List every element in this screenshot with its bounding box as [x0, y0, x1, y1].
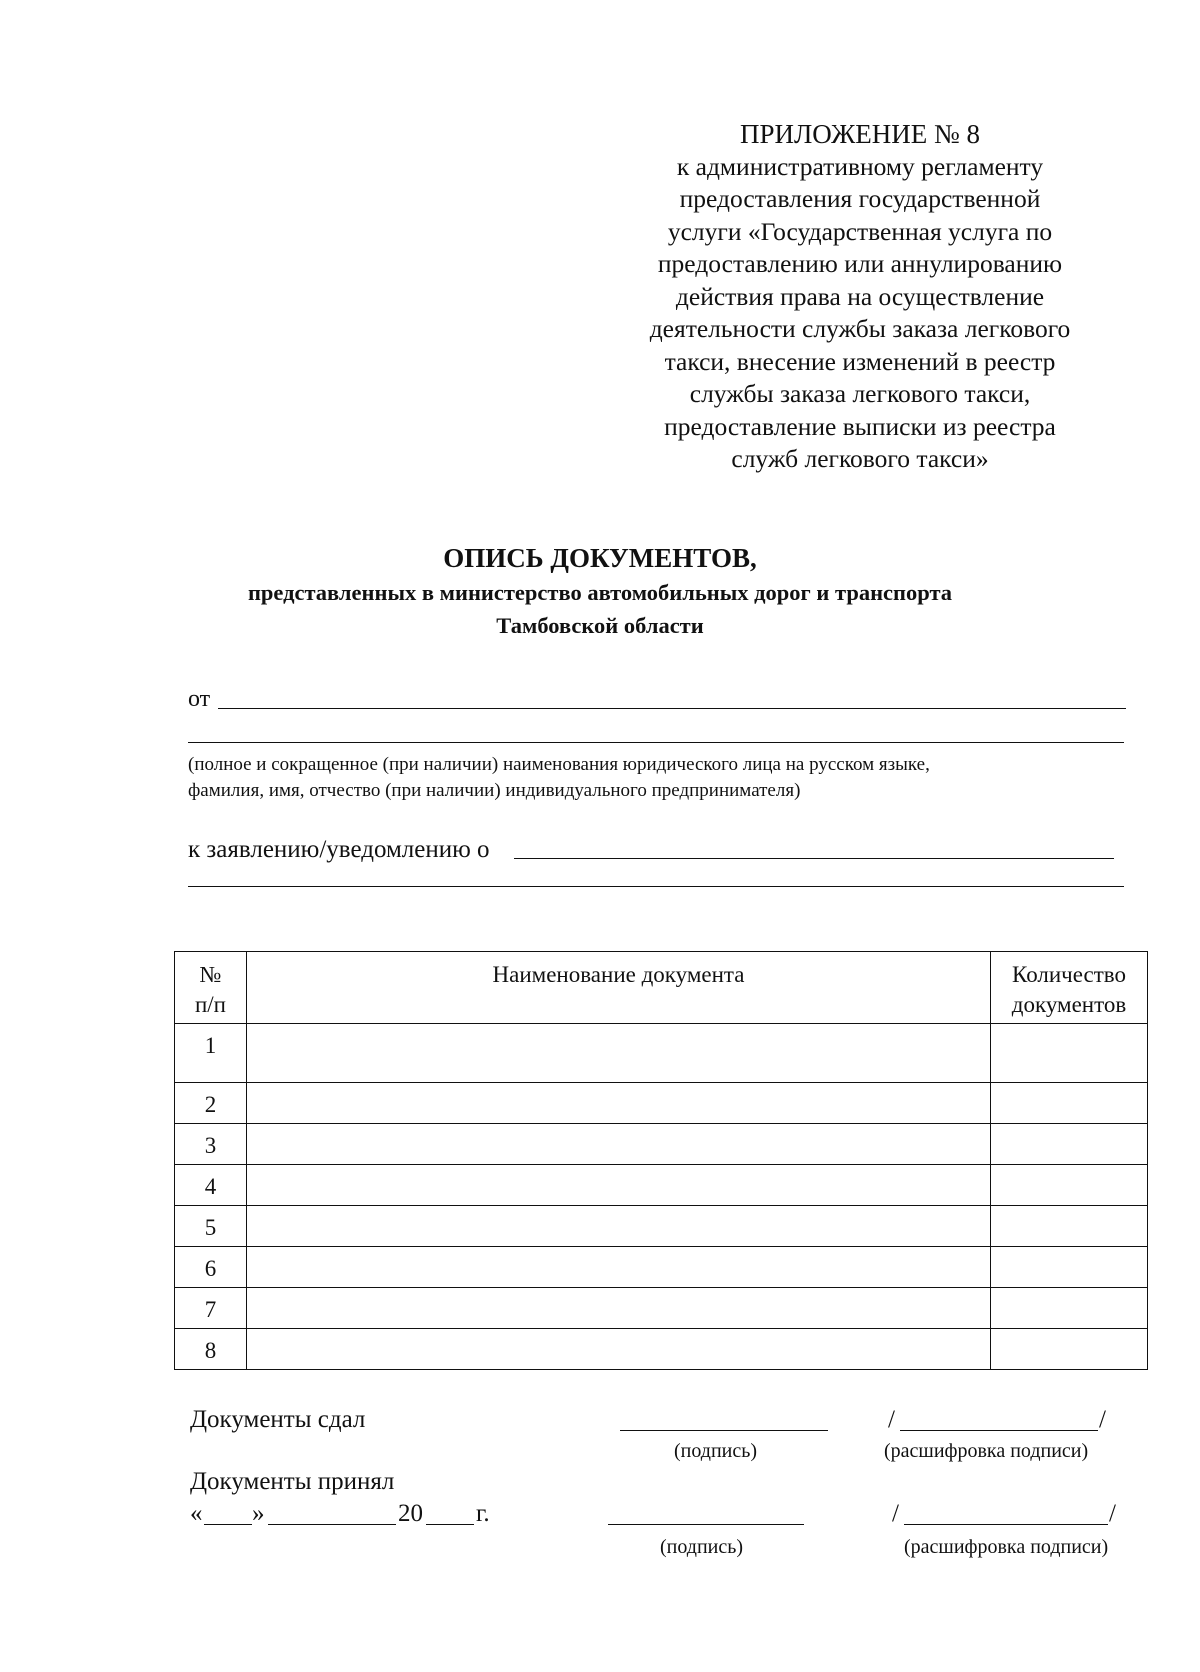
document-title-block	[150, 540, 1050, 642]
column-header-count-line1: Количество	[1012, 962, 1126, 987]
submitted-signature-caption: (подпись)	[674, 1440, 758, 1462]
column-header-count	[991, 952, 1148, 1024]
column-header-number-line1: №	[199, 962, 222, 987]
column-header-name: Наименование документа	[247, 952, 991, 1024]
document-count-cell[interactable]	[991, 1247, 1148, 1288]
date-open-quote: «	[190, 1500, 203, 1527]
document-count-cell[interactable]	[991, 1165, 1148, 1206]
application-input-line[interactable]	[514, 858, 1114, 859]
from-input-line-2[interactable]	[188, 742, 1124, 743]
row-number: 3	[175, 1124, 247, 1165]
date-day-line[interactable]	[204, 1524, 252, 1525]
document-count-cell[interactable]	[991, 1206, 1148, 1247]
document-subtitle-line1: представленных в министерство автомобильных дорог и транспорта	[247, 580, 953, 605]
accepted-signature-caption: (подпись)	[660, 1536, 744, 1558]
documents-table	[174, 951, 1148, 1370]
table-row	[175, 1124, 1148, 1165]
document-subtitle-line2: Тамбовской области	[496, 613, 704, 638]
table-row	[175, 1329, 1148, 1370]
appendix-line: к административному регламенту	[676, 151, 1044, 181]
submitted-signature-line[interactable]	[620, 1430, 828, 1431]
from-note-line2: фамилия, имя, отчество (при наличии) индивидуального предпринимателя)	[188, 780, 801, 801]
document-title: ОПИСЬ ДОКУМЕНТОВ,	[443, 543, 757, 573]
accepted-signature-line[interactable]	[608, 1524, 804, 1525]
accepted-decoding-line[interactable]	[904, 1524, 1108, 1525]
document-name-cell[interactable]	[247, 1329, 991, 1370]
submitted-slash-left: /	[888, 1406, 895, 1433]
date-year-line[interactable]	[426, 1524, 474, 1525]
from-label: от	[188, 686, 211, 712]
document-count-cell[interactable]	[991, 1288, 1148, 1329]
table-row	[175, 1024, 1148, 1083]
document-count-cell[interactable]	[991, 1083, 1148, 1124]
appendix-line: такси, внесение изменений в реестр	[664, 346, 1056, 376]
document-count-cell[interactable]	[991, 1024, 1148, 1083]
date-year-suffix: г.	[476, 1500, 490, 1527]
submitted-label: Документы сдал	[190, 1406, 366, 1433]
row-number: 1	[175, 1024, 247, 1083]
row-number: 6	[175, 1247, 247, 1288]
document-name-cell[interactable]	[247, 1247, 991, 1288]
table-row	[175, 1083, 1148, 1124]
row-number: 2	[175, 1083, 247, 1124]
submitted-decoding-line[interactable]	[900, 1430, 1098, 1431]
table-row	[175, 1206, 1148, 1247]
submitted-decoding-caption: (расшифровка подписи)	[884, 1440, 1089, 1462]
application-input-line-2[interactable]	[188, 886, 1124, 887]
document-name-cell[interactable]	[247, 1288, 991, 1329]
application-label: к заявлению/уведомлению о	[188, 836, 490, 863]
column-header-number-line2: п/п	[194, 992, 226, 1017]
table-header-row	[175, 952, 1148, 1024]
table-row	[175, 1165, 1148, 1206]
document-count-cell[interactable]	[991, 1124, 1148, 1165]
date-year-prefix: 20	[398, 1500, 423, 1527]
appendix-line: действия права на осуществление	[675, 281, 1045, 311]
accepted-label: Документы принял	[190, 1468, 395, 1495]
table-row	[175, 1288, 1148, 1329]
document-name-cell[interactable]	[247, 1124, 991, 1165]
row-number: 4	[175, 1165, 247, 1206]
appendix-line: предоставление выписки из реестра	[664, 411, 1056, 441]
column-header-count-line2: документов	[1011, 992, 1127, 1017]
row-number: 8	[175, 1329, 247, 1370]
from-input-line[interactable]	[218, 708, 1126, 709]
appendix-line: служб легкового такси»	[731, 444, 989, 473]
appendix-line: предоставления государственной	[679, 184, 1041, 213]
appendix-header	[600, 118, 1120, 476]
document-name-cell[interactable]	[247, 1165, 991, 1206]
from-note-line1: (полное и сокращенное (при наличии) наименования юридического лица на русском языке,	[188, 754, 930, 775]
appendix-line: предоставлению или аннулированию	[657, 249, 1063, 278]
row-number: 7	[175, 1288, 247, 1329]
accepted-slash-left: /	[892, 1500, 899, 1527]
document-name-cell[interactable]	[247, 1206, 991, 1247]
table-row	[175, 1247, 1148, 1288]
date-month-line[interactable]	[268, 1524, 396, 1525]
appendix-line: услуги «Государственная услуга по	[667, 216, 1053, 246]
submitted-slash-right: /	[1099, 1406, 1106, 1433]
accepted-slash-right: /	[1109, 1500, 1116, 1527]
row-number: 5	[175, 1206, 247, 1247]
column-header-number	[175, 952, 247, 1024]
document-count-cell[interactable]	[991, 1329, 1148, 1370]
document-name-cell[interactable]	[247, 1083, 991, 1124]
accepted-decoding-caption: (расшифровка подписи)	[904, 1536, 1109, 1558]
appendix-line: деятельности службы заказа легкового	[649, 314, 1071, 343]
document-name-cell[interactable]	[247, 1024, 991, 1083]
appendix-line: службы заказа легкового такси,	[689, 379, 1031, 408]
date-close-quote: »	[252, 1500, 265, 1527]
appendix-title: ПРИЛОЖЕНИЕ № 8	[739, 119, 981, 149]
